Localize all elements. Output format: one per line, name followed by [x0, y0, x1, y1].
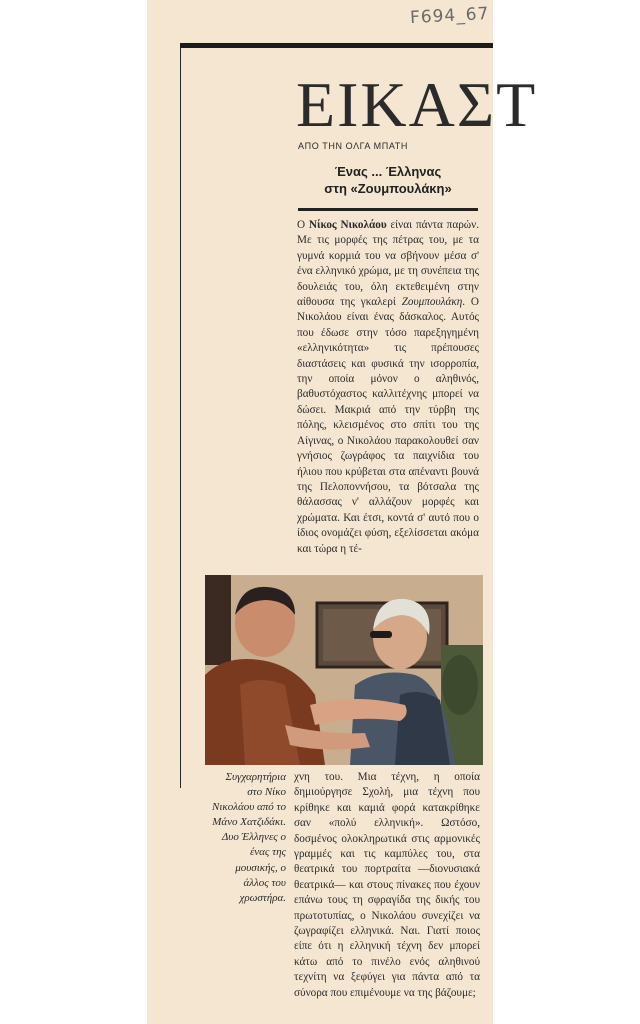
photo-caption: Συγχαρητήρια στο Νίκο Νικολάου από το Μάνο Χατζιδάκι. Δυο Έλληνες ο ένας της μουσικής, ο άλλος του χρωστήρα.	[212, 771, 286, 904]
headline-line-1: Ένας ... Έλληνας	[334, 164, 442, 179]
section-title: ΕΙΚΑΣΤ	[296, 69, 538, 140]
byline: ΑΠΟ ΤΗΝ ΟΛΓΑ ΜΠΑΤΗ	[298, 141, 408, 151]
body-text: Ο	[297, 219, 309, 231]
article-body-part-1	[297, 218, 479, 557]
gallery-name: Ζουμπουλάκη	[401, 296, 463, 309]
column-divider	[180, 48, 181, 788]
body-text: χνη του. Μια τέχνη, η οποία δημιούργησε Σχολή, μια τέχνη που κρίθηκε και καμιά φορά κατακρίθηκε σαν «πολύ ελληνική». Ωστόσο, δοσμένος ολοκληρωτικά στις αρμονικές γραμμές και τις καμπύλες του, στα θεατρικά του πορτραίτα —διονυσιακά θεατρικά— και στους πίνακες που έχουν επάνω τους τη σφραγίδα της δικής του πρωτοτυπίας, ο Νικολάου συνεχίζει να ζωγραφίζει ελληνικά. Ναι. Γιατί ποιος είπε ότι η ελληνική τέχνη δεν μπορεί κάτω από το πινέλο ενός αληθινού τεχνίτη να ξεφύγει για πάντα από τα σύνορα που επιμένουμε να της βάζουμε;	[294, 771, 480, 999]
headline-line-2: στη «Ζουμπουλάκη»	[324, 181, 452, 196]
top-rule	[180, 43, 493, 48]
photo-illustration	[205, 575, 483, 765]
headline-rule	[298, 208, 478, 211]
archive-code-handwritten: F694_67	[409, 3, 490, 29]
article-headline	[298, 163, 478, 197]
body-text: είναι πάντα παρών. Με τις μορφές της πέτρας του, με τα γυμνά κορμιά του να σβήνουν μέσα σ' ένα ελληνικό χρώμα, με τη συνέπεια της δουλειάς του, όλη εκτεθειμένη στην αίθουσα της γκαλερί	[297, 219, 479, 309]
artist-name: Νίκος Νικολάου	[308, 219, 387, 231]
article-photo	[205, 575, 483, 765]
article-body-part-2	[294, 770, 480, 1001]
body-text: . Ο Νικολάου είναι ένας δάσκαλος. Αυτός που έδωσε στην τόσο παρεξηγημένη «ελληνικότητα» τις πρέπουσες διαστάσεις και φυσικά την ισορροπία, την οποία μόνον ο αληθινός, βαθυστόχαστος καλλιτέχνης μπορεί να δώσει. Μακριά από την τύρβη της πόλης, κλεισμένος στο σπίτι του της Αίγινας, ο Νικολάου παρακολουθεί σαν γνήσιος ζωγράφος τα παιχνίδια του ήλιου που κρύβεται στα απέναντι βουνά της Πελοποννήσου, τα βότσαλα της θάλασσας ν' αλλάζουν μορφές και χρώματα. Και έτσι, κοντά σ' αυτό που ο ίδιος ονομάζει φύση, εξελίσσεται ακόμα και τώρα η τέ-	[297, 296, 479, 555]
